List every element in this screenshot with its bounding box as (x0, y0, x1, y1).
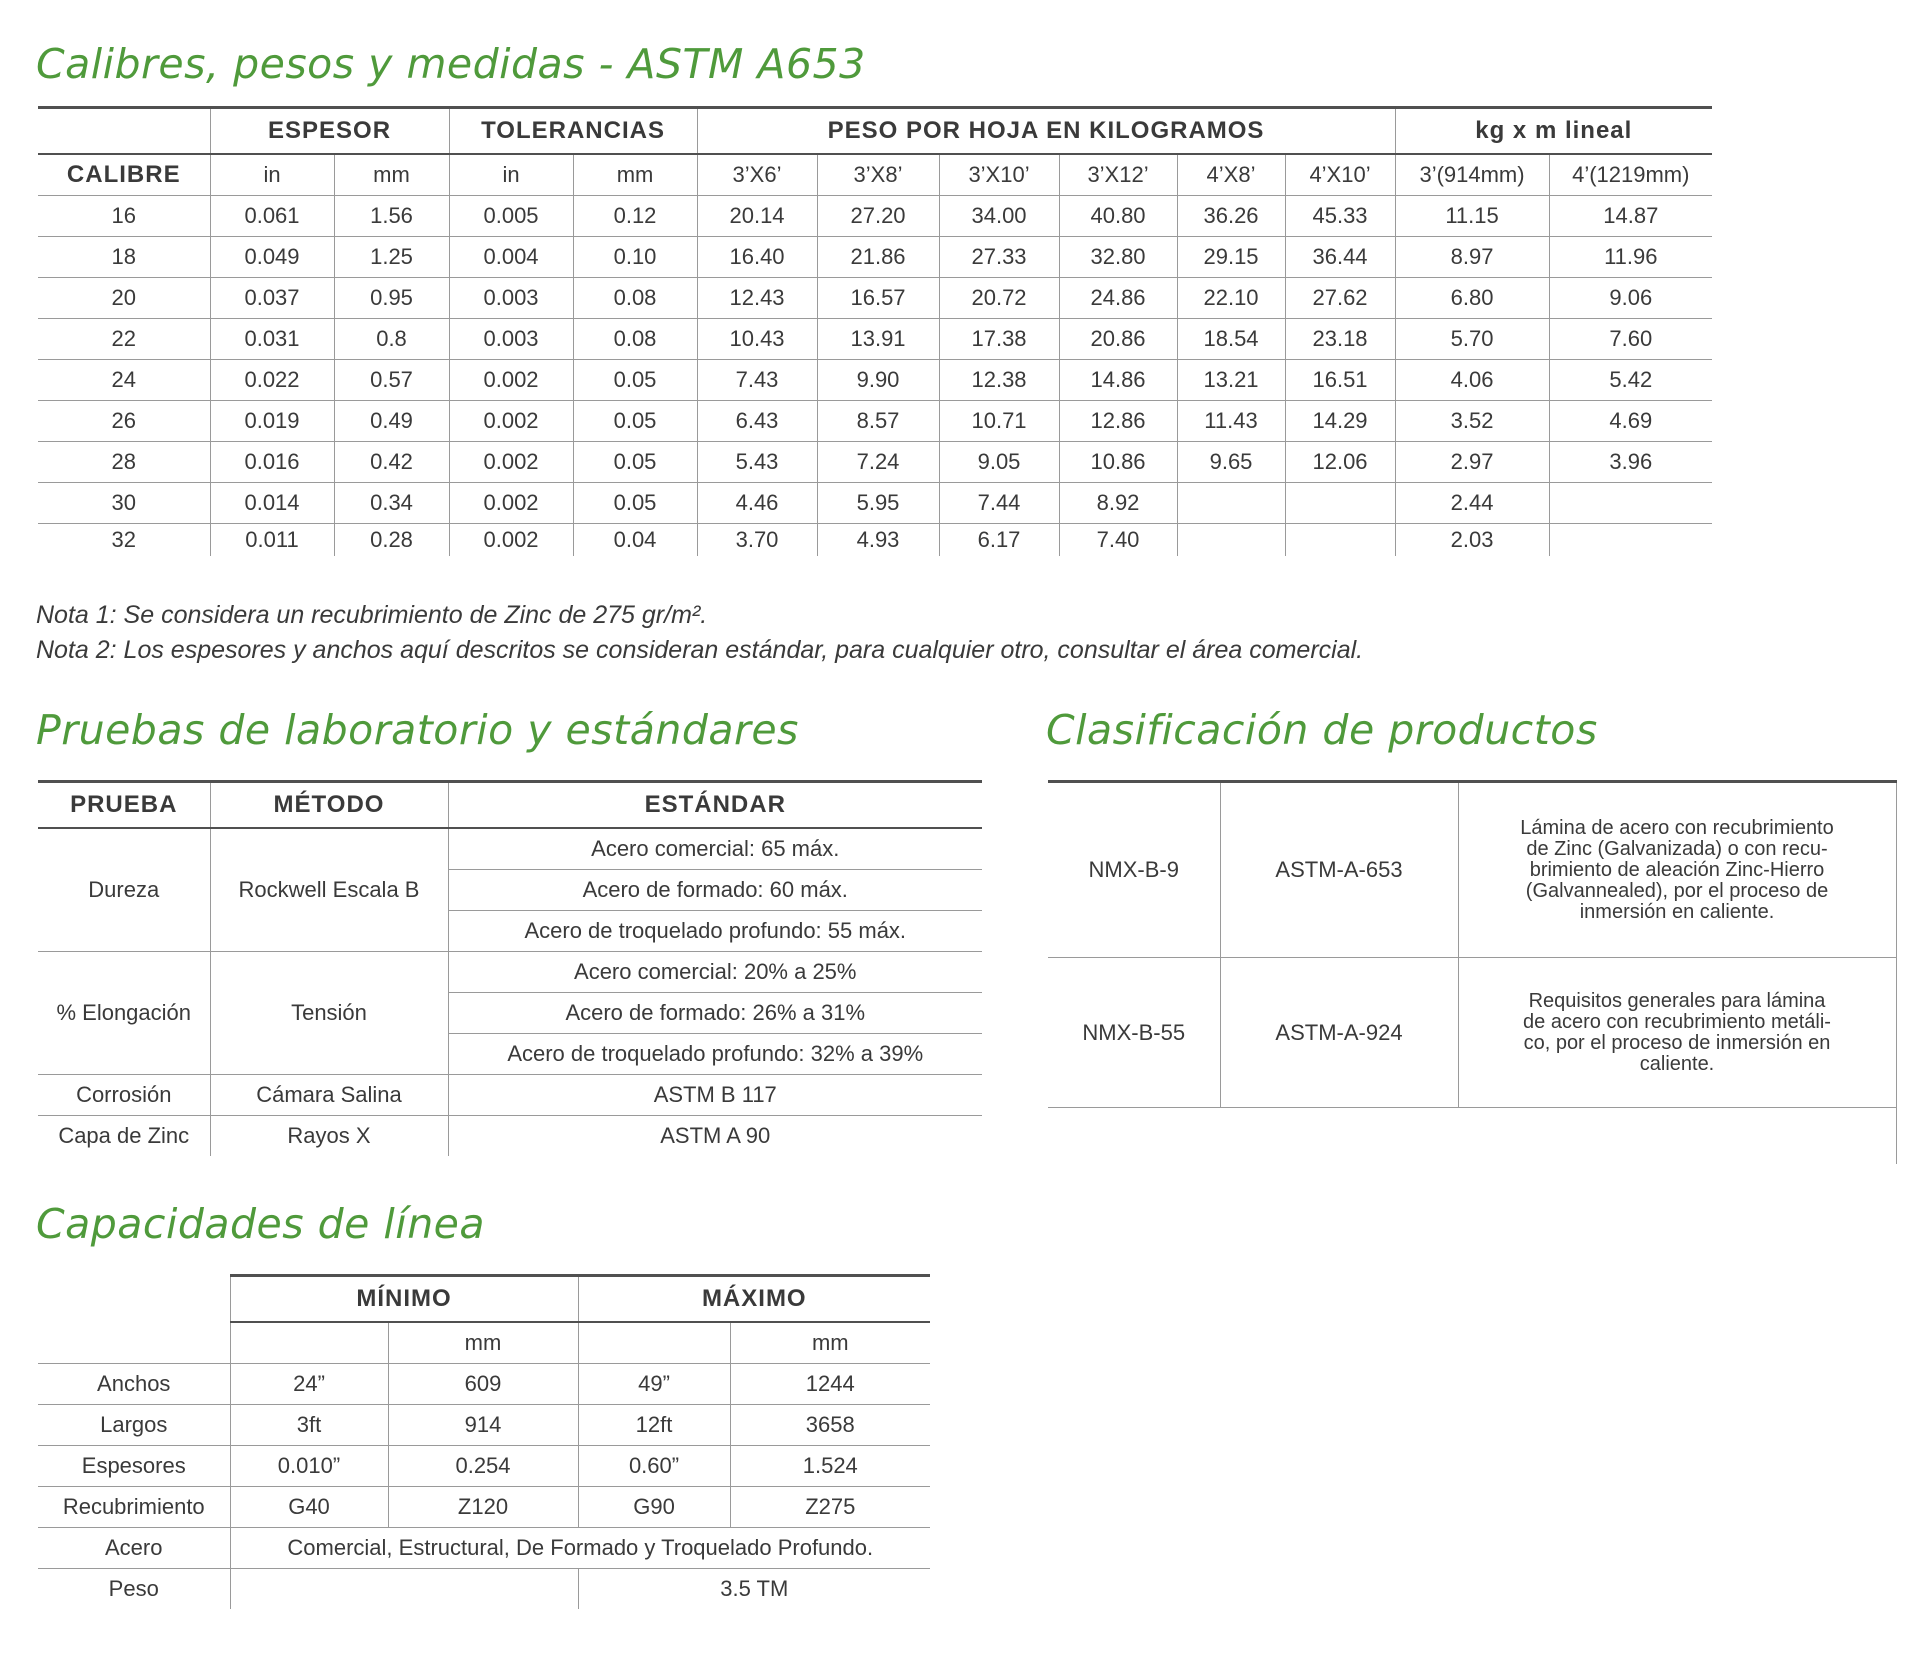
cap-cell: 0.254 (388, 1446, 578, 1487)
value-cell: 0.002 (449, 360, 573, 401)
value-cell: 27.33 (939, 237, 1059, 278)
cap-cell: 3ft (230, 1405, 388, 1446)
value-cell: 27.20 (817, 196, 939, 237)
note-2: Nota 2: Los espesores y anchos aquí descritos se consideran estándar, para cualquier otro, consultar el área comercial. (36, 636, 1364, 664)
desc-line: co, por el proceso de inmersión en (1523, 1031, 1831, 1054)
estandar-cell: Acero de formado: 26% a 31% (448, 993, 982, 1034)
value-cell: 6.17 (939, 524, 1059, 557)
value-cell: 0.002 (449, 401, 573, 442)
clasificacion-spacer (1458, 1108, 1896, 1164)
value-cell: 2.03 (1395, 524, 1549, 557)
value-cell: 40.80 (1059, 196, 1177, 237)
desc-line: de Zinc (Galvanizada) o con recu- (1526, 837, 1828, 860)
calibre-cell: 22 (38, 319, 210, 360)
cap-cell: 0.60” (578, 1446, 730, 1487)
cap-peso: 3.5 TM (578, 1569, 930, 1610)
header-tolerancias: TOLERANCIAS (449, 108, 697, 155)
value-cell (1285, 524, 1395, 557)
calibre-cell: 30 (38, 483, 210, 524)
table-row (38, 196, 1712, 237)
value-cell: 0.049 (210, 237, 334, 278)
cap-cell: 3658 (730, 1405, 930, 1446)
value-cell: 23.18 (1285, 319, 1395, 360)
value-cell: 13.21 (1177, 360, 1285, 401)
value-cell: 29.15 (1177, 237, 1285, 278)
cap-cell: G90 (578, 1487, 730, 1528)
subheader-cell: mm (573, 154, 697, 196)
value-cell: 2.44 (1395, 483, 1549, 524)
value-cell: 36.44 (1285, 237, 1395, 278)
value-cell: 11.15 (1395, 196, 1549, 237)
estandar-cell: Acero de formado: 60 máx. (448, 870, 982, 911)
value-cell: 14.29 (1285, 401, 1395, 442)
row-label: Recubrimiento (38, 1487, 230, 1528)
desc-line: inmersión en caliente. (1579, 900, 1775, 923)
clasificacion-table (1048, 780, 1897, 1164)
calibre-cell: 20 (38, 278, 210, 319)
prueba-corrosion: Corrosión (38, 1075, 210, 1116)
table-row (38, 524, 1712, 557)
header-espesor: ESPESOR (210, 108, 449, 155)
prueba-dureza: Dureza (38, 828, 210, 952)
value-cell: 17.38 (939, 319, 1059, 360)
value-cell: 0.002 (449, 442, 573, 483)
subheader-cell: in (210, 154, 334, 196)
unit-mm: mm (388, 1322, 578, 1364)
estandar-cell: Acero de troquelado profundo: 55 máx. (448, 911, 982, 952)
header-blank (38, 108, 210, 155)
value-cell: 9.65 (1177, 442, 1285, 483)
desc-line: brimiento de aleación Zinc-Hierro (1529, 858, 1825, 881)
calibre-cell: 18 (38, 237, 210, 278)
estandar-cell: ASTM A 90 (448, 1116, 982, 1157)
clasificacion-astm: ASTM-A-924 (1220, 958, 1458, 1108)
value-cell: 7.40 (1059, 524, 1177, 557)
unit-blank (578, 1322, 730, 1364)
value-cell: 20.86 (1059, 319, 1177, 360)
row-label: Peso (38, 1569, 230, 1610)
value-cell: 0.002 (449, 524, 573, 557)
subheader-cell: 3’X8’ (817, 154, 939, 196)
desc-line: Requisitos generales para lámina (1528, 989, 1826, 1012)
cap-cell: 609 (388, 1364, 578, 1405)
estandar-cell: Acero comercial: 20% a 25% (448, 952, 982, 993)
value-cell: 22.10 (1177, 278, 1285, 319)
row-label: Acero (38, 1528, 230, 1569)
value-cell: 16.51 (1285, 360, 1395, 401)
value-cell: 0.011 (210, 524, 334, 557)
cap-cell: 914 (388, 1405, 578, 1446)
value-cell: 0.12 (573, 196, 697, 237)
value-cell: 7.43 (697, 360, 817, 401)
subheader-calibre: CALIBRE (38, 154, 210, 196)
value-cell: 27.62 (1285, 278, 1395, 319)
desc-line: de acero con recubrimiento metáli- (1523, 1010, 1831, 1033)
desc-line: Lámina de acero con recubrimiento (1520, 816, 1834, 839)
value-cell: 5.70 (1395, 319, 1549, 360)
cap-cell: 0.010” (230, 1446, 388, 1487)
clasificacion-nmx: NMX-B-55 (1048, 958, 1220, 1108)
value-cell: 0.016 (210, 442, 334, 483)
value-cell: 6.43 (697, 401, 817, 442)
value-cell: 12.38 (939, 360, 1059, 401)
calibre-cell: 26 (38, 401, 210, 442)
value-cell: 0.014 (210, 483, 334, 524)
cap-cell: 49” (578, 1364, 730, 1405)
subheader-cell: 3’X10’ (939, 154, 1059, 196)
desc-line: caliente. (1639, 1052, 1715, 1075)
calibre-cell: 16 (38, 196, 210, 237)
value-cell: 0.031 (210, 319, 334, 360)
value-cell: 0.003 (449, 319, 573, 360)
row-label: Espesores (38, 1446, 230, 1487)
header-metodo: MÉTODO (210, 782, 448, 829)
metodo-corrosion: Cámara Salina (210, 1075, 448, 1116)
table-row (38, 360, 1712, 401)
cap-cell: 24” (230, 1364, 388, 1405)
subheader-cell: 3’(914mm) (1395, 154, 1549, 196)
note-1: Nota 1: Se considera un recubrimiento de Zinc de 275 gr/m². (36, 601, 708, 629)
clasificacion-title: Clasificación de productos (1046, 706, 1598, 754)
subheader-cell: mm (334, 154, 449, 196)
value-cell: 0.05 (573, 401, 697, 442)
cap-cell: 1244 (730, 1364, 930, 1405)
prueba-elongacion: % Elongación (38, 952, 210, 1075)
table-row (38, 442, 1712, 483)
table-row (38, 278, 1712, 319)
value-cell: 3.70 (697, 524, 817, 557)
value-cell: 10.71 (939, 401, 1059, 442)
estandar-cell: Acero comercial: 65 máx. (448, 828, 982, 870)
header-blank (38, 1276, 230, 1323)
calibres-table (38, 106, 1712, 556)
value-cell: 5.43 (697, 442, 817, 483)
cap-cell: G40 (230, 1487, 388, 1528)
value-cell (1549, 483, 1712, 524)
header-estandar: ESTÁNDAR (448, 782, 982, 829)
value-cell: 0.10 (573, 237, 697, 278)
capacidades-table (38, 1274, 930, 1609)
cap-cell (230, 1569, 578, 1610)
value-cell: 45.33 (1285, 196, 1395, 237)
header-prueba: PRUEBA (38, 782, 210, 829)
unit-mm: mm (730, 1322, 930, 1364)
value-cell: 6.80 (1395, 278, 1549, 319)
cap-cell: Z120 (388, 1487, 578, 1528)
value-cell: 1.25 (334, 237, 449, 278)
metodo-elongacion: Tensión (210, 952, 448, 1075)
value-cell (1285, 483, 1395, 524)
value-cell: 5.95 (817, 483, 939, 524)
value-cell: 0.08 (573, 319, 697, 360)
value-cell: 8.92 (1059, 483, 1177, 524)
value-cell: 3.52 (1395, 401, 1549, 442)
subheader-cell: 4’X8’ (1177, 154, 1285, 196)
value-cell: 32.80 (1059, 237, 1177, 278)
value-cell: 0.57 (334, 360, 449, 401)
value-cell: 0.037 (210, 278, 334, 319)
value-cell (1177, 483, 1285, 524)
value-cell: 0.8 (334, 319, 449, 360)
value-cell: 0.061 (210, 196, 334, 237)
value-cell: 8.97 (1395, 237, 1549, 278)
value-cell: 0.42 (334, 442, 449, 483)
value-cell: 8.57 (817, 401, 939, 442)
value-cell: 9.90 (817, 360, 939, 401)
table-row (38, 401, 1712, 442)
value-cell: 0.003 (449, 278, 573, 319)
value-cell: 0.005 (449, 196, 573, 237)
value-cell: 0.04 (573, 524, 697, 557)
value-cell: 24.86 (1059, 278, 1177, 319)
value-cell: 7.44 (939, 483, 1059, 524)
header-peso-por-hoja: PESO POR HOJA EN KILOGRAMOS (697, 108, 1395, 155)
value-cell: 3.96 (1549, 442, 1712, 483)
value-cell: 1.56 (334, 196, 449, 237)
value-cell: 0.49 (334, 401, 449, 442)
header-maximo: MÁXIMO (578, 1276, 930, 1323)
cap-cell: 1.524 (730, 1446, 930, 1487)
value-cell: 0.05 (573, 442, 697, 483)
value-cell: 0.05 (573, 360, 697, 401)
notes (36, 598, 1363, 668)
value-cell: 4.06 (1395, 360, 1549, 401)
calibres-body (38, 196, 1712, 557)
header-minimo: MÍNIMO (230, 1276, 578, 1323)
value-cell: 0.08 (573, 278, 697, 319)
capacidades-title: Capacidades de línea (36, 1200, 486, 1248)
value-cell: 4.46 (697, 483, 817, 524)
cap-acero: Comercial, Estructural, De Formado y Troquelado Profundo. (230, 1528, 930, 1569)
pruebas-title: Pruebas de laboratorio y estándares (36, 706, 799, 754)
value-cell (1177, 524, 1285, 557)
value-cell: 20.14 (697, 196, 817, 237)
value-cell: 0.05 (573, 483, 697, 524)
cap-cell: 12ft (578, 1405, 730, 1446)
value-cell: 11.96 (1549, 237, 1712, 278)
calibre-cell: 28 (38, 442, 210, 483)
table-row (38, 483, 1712, 524)
table-row (38, 319, 1712, 360)
value-cell: 34.00 (939, 196, 1059, 237)
value-cell: 16.57 (817, 278, 939, 319)
value-cell: 16.40 (697, 237, 817, 278)
value-cell: 0.019 (210, 401, 334, 442)
estandar-cell: Acero de troquelado profundo: 32% a 39% (448, 1034, 982, 1075)
metodo-zinc: Rayos X (210, 1116, 448, 1157)
value-cell: 4.69 (1549, 401, 1712, 442)
calibre-cell: 24 (38, 360, 210, 401)
estandar-cell: ASTM B 117 (448, 1075, 982, 1116)
header-kg-x-m-lineal: kg x m lineal (1395, 108, 1712, 155)
value-cell: 13.91 (817, 319, 939, 360)
value-cell: 0.28 (334, 524, 449, 557)
clasificacion-spacer (1048, 1108, 1220, 1164)
value-cell: 12.86 (1059, 401, 1177, 442)
calibres-title: Calibres, pesos y medidas - ASTM A653 (36, 40, 866, 88)
value-cell: 14.87 (1549, 196, 1712, 237)
clasificacion-desc (1458, 958, 1896, 1108)
prueba-zinc: Capa de Zinc (38, 1116, 210, 1157)
value-cell: 4.93 (817, 524, 939, 557)
value-cell: 12.06 (1285, 442, 1395, 483)
value-cell (1549, 524, 1712, 557)
subheader-cell: in (449, 154, 573, 196)
value-cell: 36.26 (1177, 196, 1285, 237)
subheader-cell: 3’X12’ (1059, 154, 1177, 196)
value-cell: 7.60 (1549, 319, 1712, 360)
value-cell: 10.86 (1059, 442, 1177, 483)
table-row (38, 237, 1712, 278)
subheader-cell: 3’X6’ (697, 154, 817, 196)
calibre-cell: 32 (38, 524, 210, 557)
clasificacion-nmx: NMX-B-9 (1048, 782, 1220, 958)
unit-blank (230, 1322, 388, 1364)
clasificacion-desc (1458, 782, 1896, 958)
value-cell: 0.004 (449, 237, 573, 278)
value-cell: 9.05 (939, 442, 1059, 483)
value-cell: 18.54 (1177, 319, 1285, 360)
value-cell: 21.86 (817, 237, 939, 278)
value-cell: 0.34 (334, 483, 449, 524)
desc-line: (Galvannealed), por el proceso de (1525, 879, 1829, 902)
value-cell: 9.06 (1549, 278, 1712, 319)
value-cell: 0.022 (210, 360, 334, 401)
value-cell: 20.72 (939, 278, 1059, 319)
value-cell: 0.95 (334, 278, 449, 319)
metodo-dureza: Rockwell Escala B (210, 828, 448, 952)
clasificacion-spacer (1220, 1108, 1458, 1164)
value-cell: 7.24 (817, 442, 939, 483)
value-cell: 14.86 (1059, 360, 1177, 401)
pruebas-table (38, 780, 982, 1156)
clasificacion-astm: ASTM-A-653 (1220, 782, 1458, 958)
value-cell: 2.97 (1395, 442, 1549, 483)
value-cell: 0.002 (449, 483, 573, 524)
value-cell: 11.43 (1177, 401, 1285, 442)
value-cell: 10.43 (697, 319, 817, 360)
subheader-cell: 4’(1219mm) (1549, 154, 1712, 196)
subheader-cell: 4’X10’ (1285, 154, 1395, 196)
cap-cell: Z275 (730, 1487, 930, 1528)
value-cell: 5.42 (1549, 360, 1712, 401)
row-label: Largos (38, 1405, 230, 1446)
row-label: Anchos (38, 1364, 230, 1405)
unit-blank (38, 1322, 230, 1364)
value-cell: 12.43 (697, 278, 817, 319)
